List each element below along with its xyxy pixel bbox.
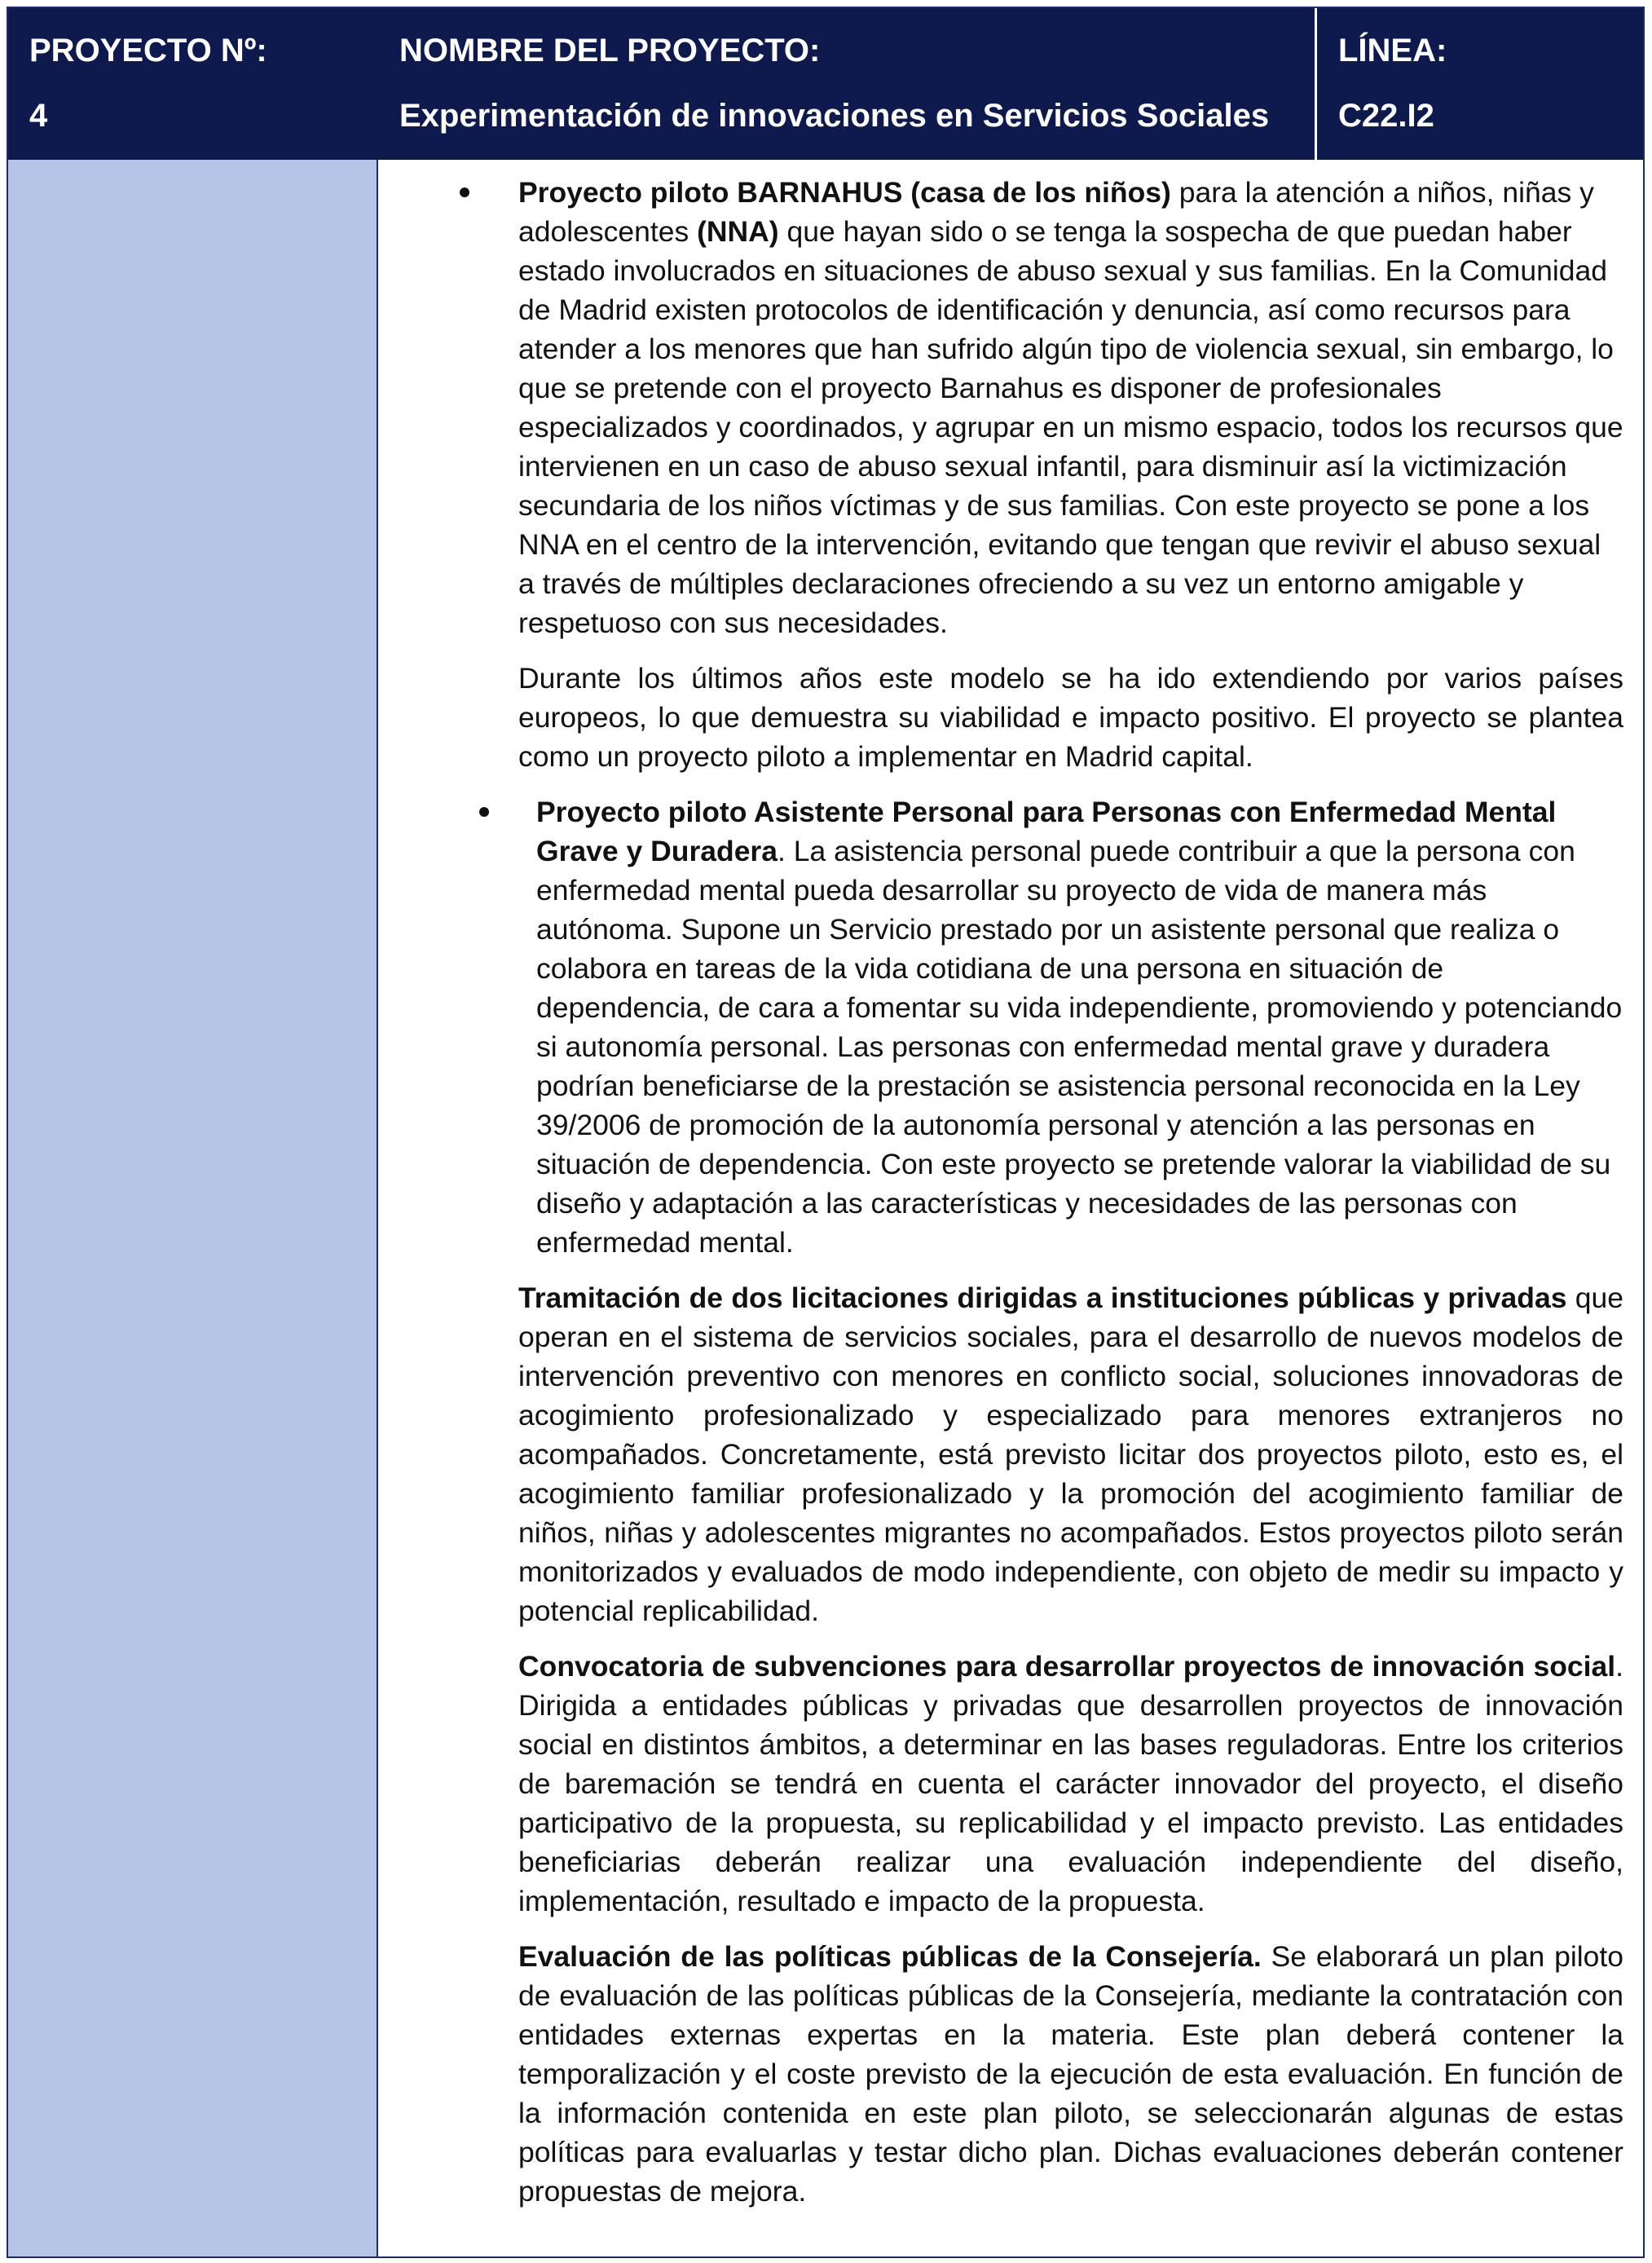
project-name-cell [378,8,1317,160]
table-header [8,8,1643,160]
bullet-asistente-personal [378,792,1623,1262]
bullet-icon [479,807,489,817]
barnahus-followup-paragraph: Durante los últimos años este modelo se ha ido extendiendo por varios países europeos, lo que demuestra su viabilidad e impacto positivo. El proyecto se plantea como un proyecto piloto a implementar en Madrid capital. [518,662,1623,773]
convocatoria-text: . Dirigida a entidades públicas y privadas que desarrollen proyectos de innovación social en distintos ámbitos, a determinar en las bases reguladoras. Entre los criterios de baremación se tendrá en cuenta el carácter innovador del proyecto, el diseño participativo de la propuesta, su replicabilidad y el impacto previsto. Las entidades beneficiarias deberán realizar una evaluación independiente del diseño, implementación, resultado e impacto de la propuesta. [518,1650,1623,1917]
barnahus-title: Proyecto piloto BARNAHUS (casa de los niños) [518,176,1171,209]
line-cell [1317,8,1643,160]
convocatoria-paragraph [378,1647,1623,1921]
content-cell [378,160,1643,2256]
evaluacion-paragraph [378,1937,1623,2211]
barnahus-text-b: que hayan sido o se tenga la sospecha de que puedan haber estado involucrados en situaciones de abuso sexual y sus familias. En la Comunidad de Madrid existen protocolos de identificación y denuncia, así como recursos para atender a los menores que han sufrido algún tipo de violencia sexual, sin embargo, lo que se pretende con el proyecto Barnahus es disponer de profesionales especializados y coordinados, y agrupar en un mismo espacio, todos los recursos que intervienen en un caso de abuso sexual infantil, para disminuir así la victimización secundaria de los niños víctimas y de sus familias. Con este proyecto se pone a los NNA en el centro de la intervención, evitando que tengan que revivir el abuso sexual a través de múltiples declaraciones ofreciendo a su vez un entorno amigable y respetuoso con sus necesidades. [518,215,1623,639]
evaluacion-title: Evaluación de las políticas públicas de la Consejería. [518,1940,1262,1973]
project-number-label: PROYECTO Nº: [29,33,267,68]
convocatoria-title: Convocatoria de subvenciones para desarrollar proyectos de innovación social [518,1650,1616,1683]
asistente-title: Proyecto piloto Asistente Personal para Personas con Enfermedad Mental Grave y Duradera [536,796,1557,867]
licitaciones-paragraph [378,1278,1623,1630]
bullet-icon [460,187,469,197]
nna-bold: (NNA) [697,215,779,248]
licitaciones-title: Tramitación de dos licitaciones dirigidas a instituciones públicas y privadas [518,1281,1567,1314]
line-label: LÍNEA: [1338,33,1447,68]
line-value: C22.I2 [1338,98,1434,134]
licitaciones-text: que operan en el sistema de servicios sociales, para el desarrollo de nuevos modelos de intervención preventivo con menores en conflicto social, soluciones innovadoras de acogimiento profesionalizado y especializado para menores extranjeros no acompañados. Concretamente, está previsto licitar dos proyectos piloto, esto es, el acogimiento familiar profesionalizado y la promoción del acogimiento familiar de niños, niñas y adolescentes migrantes no acompañados. Estos proyectos piloto serán monitorizados y evaluados de modo independiente, con objeto de medir su impacto y potencial replicabilidad. [518,1281,1624,1627]
project-number-value: 4 [29,98,48,134]
project-number-cell [8,8,378,160]
project-name-label: NOMBRE DEL PROYECTO: [399,33,821,68]
table-body [8,160,1643,2256]
bullet-barnahus [378,173,1623,642]
asistente-paragraph [536,792,1623,1262]
barnahus-text-a: para la atención a niños, niñas y adolescentes [518,176,1594,248]
left-shaded-column [8,160,378,2256]
project-name-value: Experimentación de innovaciones en Servicios Sociales [399,98,1270,134]
asistente-text: . La asistencia personal puede contribuir a que la persona con enfermedad mental pueda desarrollar su proyecto de vida de manera más autónoma. Supone un Servicio prestado por un asistente personal que realiza o colabora en tareas de la vida cotidiana de una persona en situación de dependencia, de cara a fomentar su vida independiente, promoviendo y potenciando si autonomía personal. Las personas con enfermedad mental grave y duradera podrían beneficiarse de la prestación se asistencia personal reconocida en la Ley 39/2006 de promoción de la autonomía personal y atención a las personas en situación de dependencia. Con este proyecto se pretende valorar la viabilidad de su diseño y adaptación a las características y necesidades de las personas con enfermedad mental. [536,835,1623,1259]
evaluacion-text: Se elaborará un plan piloto de evaluación de las políticas públicas de la Consejería, mediante la contratación con entidades externas expertas en la materia. Este plan deberá contener la temporalización y el coste previsto de la ejecución de esta evaluación. En función de la información contenida en este plan piloto, se seleccionarán algunas de estas políticas para evaluarlas y testar dicho plan. Dichas evaluaciones deberán contener propuestas de mejora. [518,1940,1623,2208]
project-table [7,7,1645,2258]
barnahus-paragraph [518,173,1623,642]
